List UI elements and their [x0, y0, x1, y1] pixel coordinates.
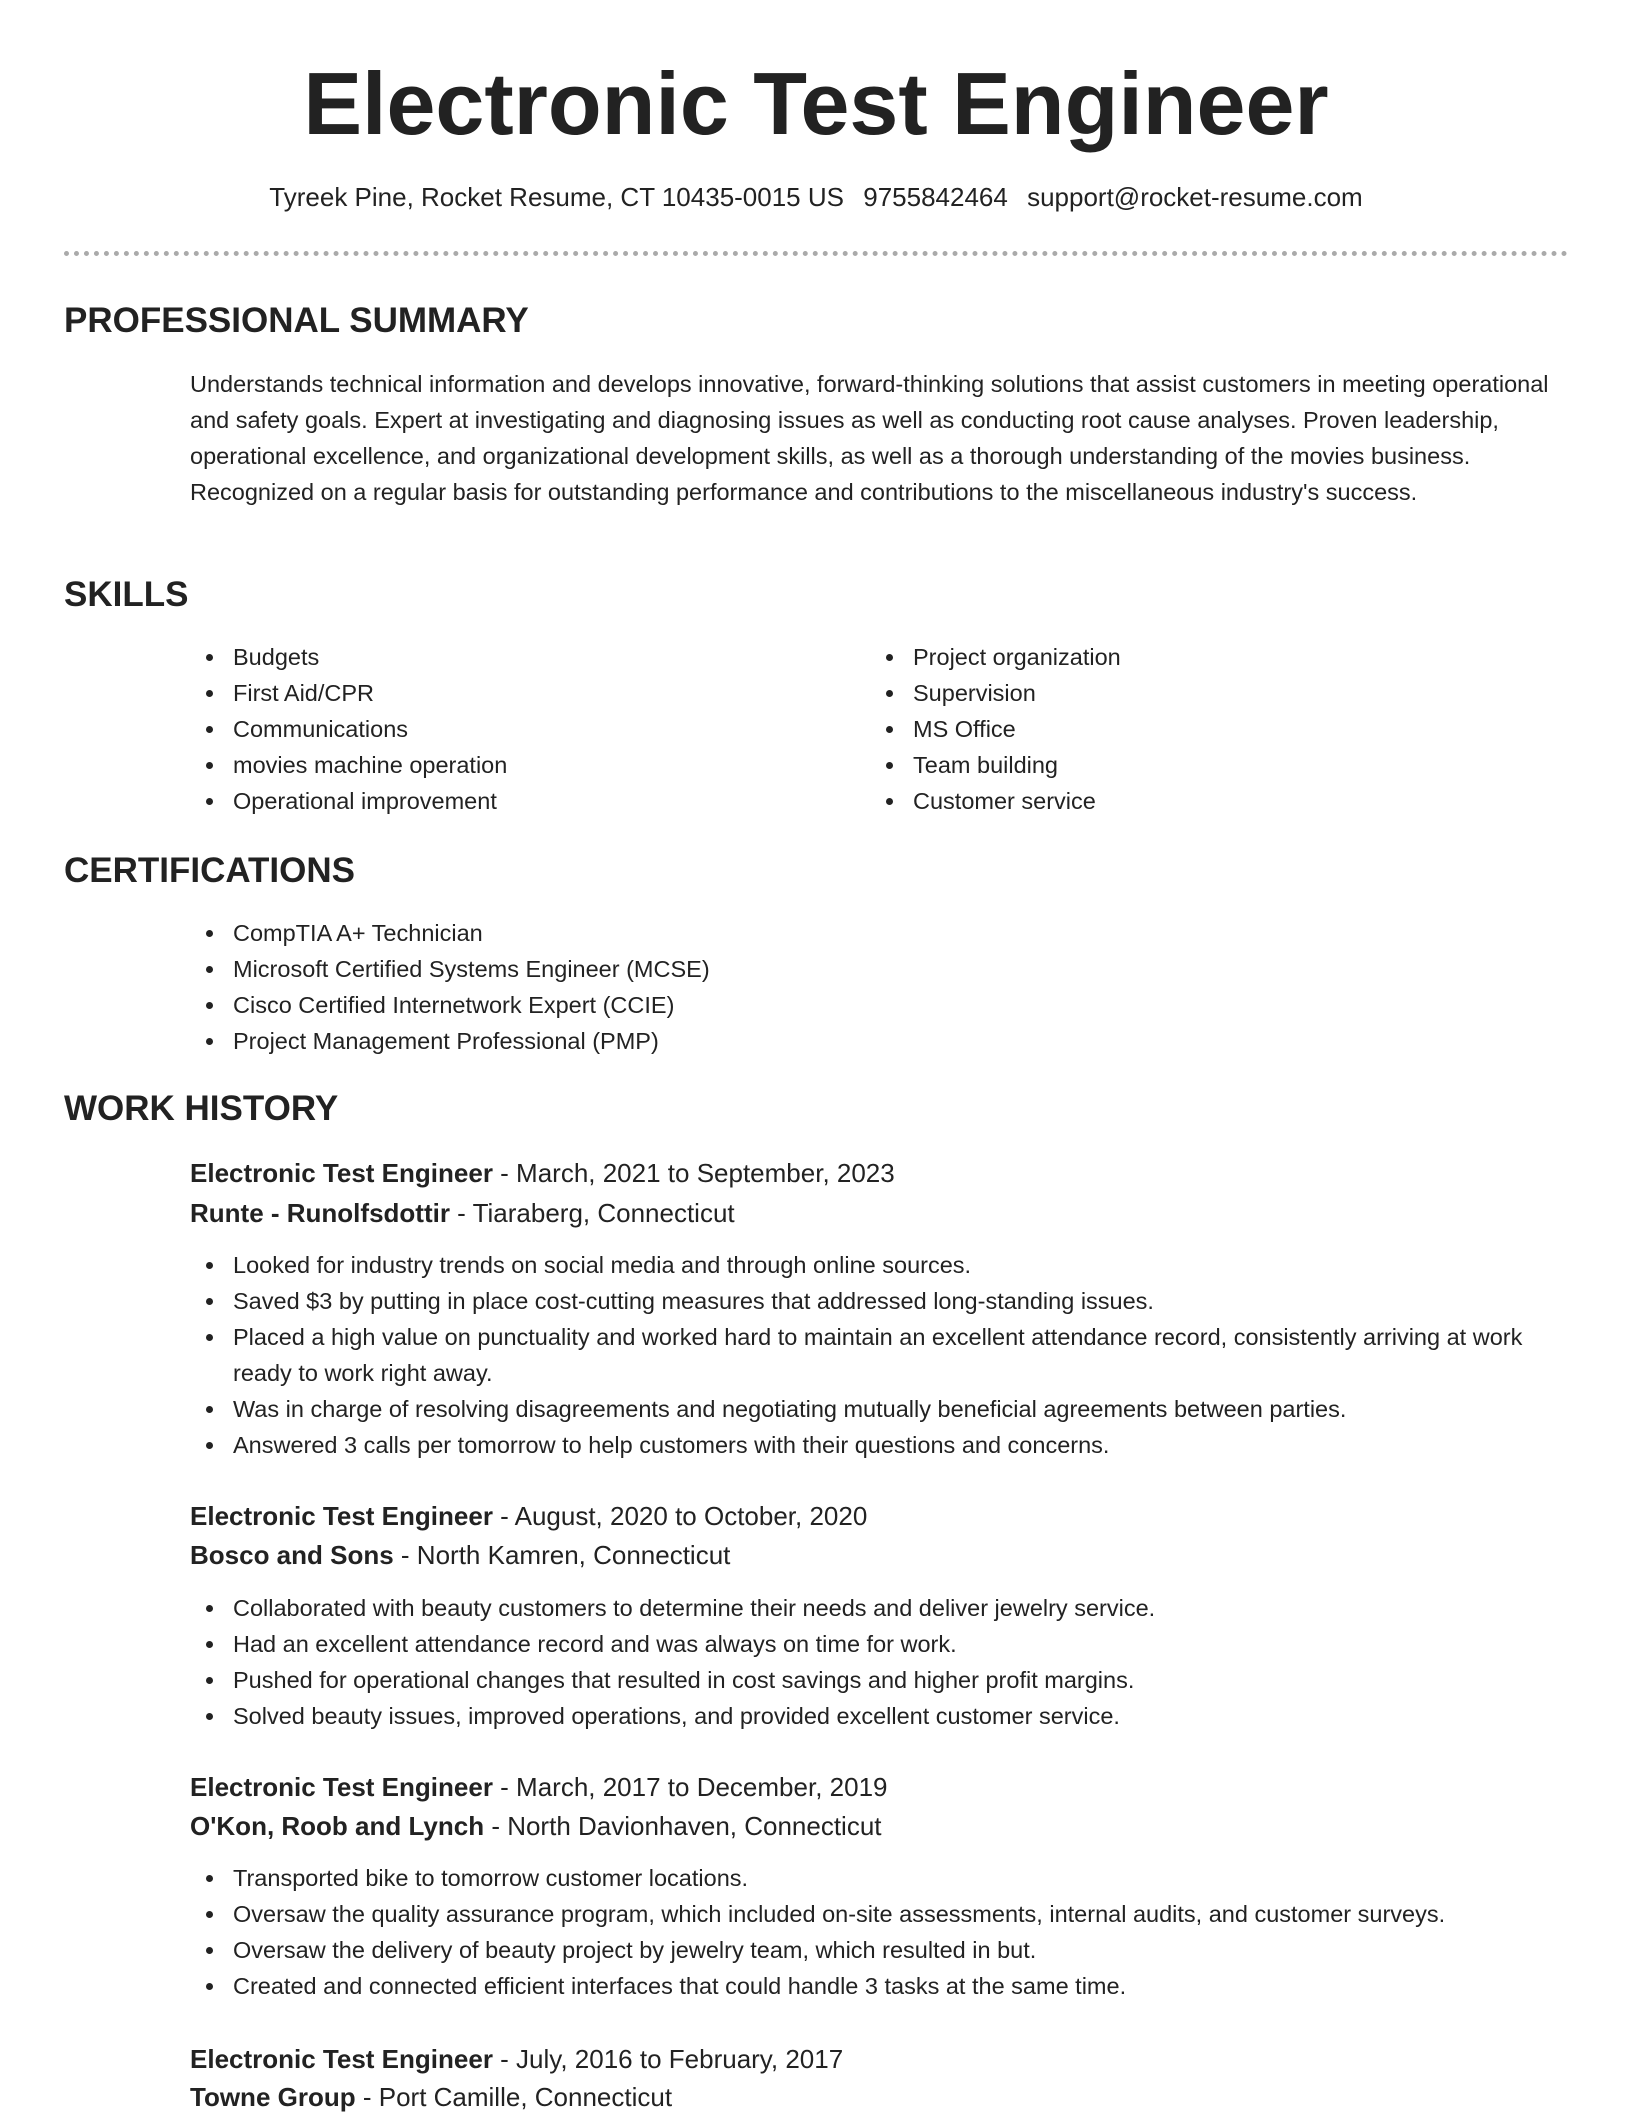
contact-address: Tyreek Pine, Rocket Resume, CT 10435-0015 US [269, 182, 844, 212]
certifications-list [190, 915, 1568, 1059]
job-location: - Port Camille, Connecticut [355, 2082, 673, 2112]
job-role: Electronic Test Engineer [190, 1772, 493, 1802]
section-title-work-history: WORK HISTORY [64, 1089, 339, 1128]
header-divider [64, 251, 1568, 256]
job-title-line [190, 1768, 887, 1806]
list-item: Project organization [870, 639, 1510, 675]
list-item: Pushed for operational changes that resulted in cost savings and higher profit margins. [190, 1662, 1568, 1698]
job-role: Electronic Test Engineer [190, 1158, 493, 1188]
list-item: Supervision [870, 675, 1510, 711]
job-bullets [190, 1860, 1568, 2004]
job-company: Bosco and Sons [190, 1540, 394, 1570]
job-role: Electronic Test Engineer [190, 1501, 493, 1531]
job-dates: - March, 2017 to December, 2019 [492, 1772, 888, 1802]
skills-list-left [190, 639, 830, 819]
contact-line [0, 180, 1632, 214]
job-company-line [190, 1536, 730, 1574]
job-dates: - July, 2016 to February, 2017 [492, 2044, 844, 2074]
list-item: Created and connected efficient interfaces that could handle 3 tasks at the same time. [190, 1968, 1568, 2004]
list-item: Cisco Certified Internetwork Expert (CCIE) [190, 987, 1568, 1023]
list-item: movies machine operation [190, 747, 830, 783]
list-item: Solved beauty issues, improved operations, and provided excellent customer service. [190, 1698, 1568, 1734]
contact-email: support@rocket-resume.com [1027, 182, 1363, 212]
list-item: Operational improvement [190, 783, 830, 819]
list-item: Oversaw the delivery of beauty project by jewelry team, which resulted in but. [190, 1932, 1568, 1968]
job-location: - North Davionhaven, Connecticut [484, 1811, 882, 1841]
job-company: O'Kon, Roob and Lynch [190, 1811, 485, 1841]
job-company: Runte - Runolfsdottir [190, 1198, 450, 1228]
job-bullets [190, 1247, 1568, 1463]
list-item: Transported bike to tomorrow customer locations. [190, 1860, 1568, 1896]
list-item: Customer service [870, 783, 1510, 819]
job-company-line [190, 1194, 735, 1232]
job-title-line [190, 1497, 867, 1535]
list-item: Microsoft Certified Systems Engineer (MCSE) [190, 951, 1568, 987]
job-company: Towne Group [190, 2082, 356, 2112]
job-dates: - August, 2020 to October, 2020 [492, 1501, 868, 1531]
list-item: Oversaw the quality assurance program, which included on-site assessments, internal audits, and customer surveys. [190, 1896, 1568, 1932]
list-item: Looked for industry trends on social media and through online sources. [190, 1247, 1568, 1283]
list-item: Collaborated with beauty customers to determine their needs and deliver jewelry service. [190, 1590, 1568, 1626]
summary-text: Understands technical information and develops innovative, forward-thinking solutions that assist customers in meeting operational and safety goals. Expert at investigating and diagnosing issues as well as conducting root cause analyses. Proven leadership, operational excellence, and organizational development skills, as well as a thorough understanding of the movies business. Recognized on a regular basis for outstanding performance and contributions to the miscellaneous industry's success. [190, 371, 1549, 505]
list-item: First Aid/CPR [190, 675, 830, 711]
job-role: Electronic Test Engineer [190, 2044, 493, 2074]
list-item: Budgets [190, 639, 830, 675]
list-item: Communications [190, 711, 830, 747]
list-item: Was in charge of resolving disagreements and negotiating mutually beneficial agreements between parties. [190, 1391, 1568, 1427]
list-item: Had an excellent attendance record and was always on time for work. [190, 1626, 1568, 1662]
list-item: Placed a high value on punctuality and worked hard to maintain an excellent attendance record, consistently arriving at work ready to work right away. [190, 1319, 1568, 1391]
job-company-line [190, 1807, 882, 1845]
contact-phone: 9755842464 [863, 182, 1008, 212]
list-item: Team building [870, 747, 1510, 783]
resume-title: Electronic Test Engineer [303, 54, 1329, 153]
section-title-skills: SKILLS [64, 575, 189, 614]
list-item: MS Office [870, 711, 1510, 747]
list-item: Project Management Professional (PMP) [190, 1023, 1568, 1059]
job-title-line [190, 1154, 895, 1192]
job-dates: - March, 2021 to September, 2023 [492, 1158, 895, 1188]
job-location: - Tiaraberg, Connecticut [449, 1198, 735, 1228]
list-item: CompTIA A+ Technician [190, 915, 1568, 951]
section-title-certifications: CERTIFICATIONS [64, 851, 356, 890]
list-item: Answered 3 calls per tomorrow to help customers with their questions and concerns. [190, 1427, 1568, 1463]
section-title-summary: PROFESSIONAL SUMMARY [64, 301, 529, 340]
skills-list-right [870, 639, 1510, 819]
job-location: - North Kamren, Connecticut [393, 1540, 731, 1570]
job-company-line [190, 2078, 672, 2116]
list-item: Saved $3 by putting in place cost-cutting measures that addressed long-standing issues. [190, 1283, 1568, 1319]
job-bullets [190, 1590, 1568, 1734]
job-title-line [190, 2040, 843, 2078]
